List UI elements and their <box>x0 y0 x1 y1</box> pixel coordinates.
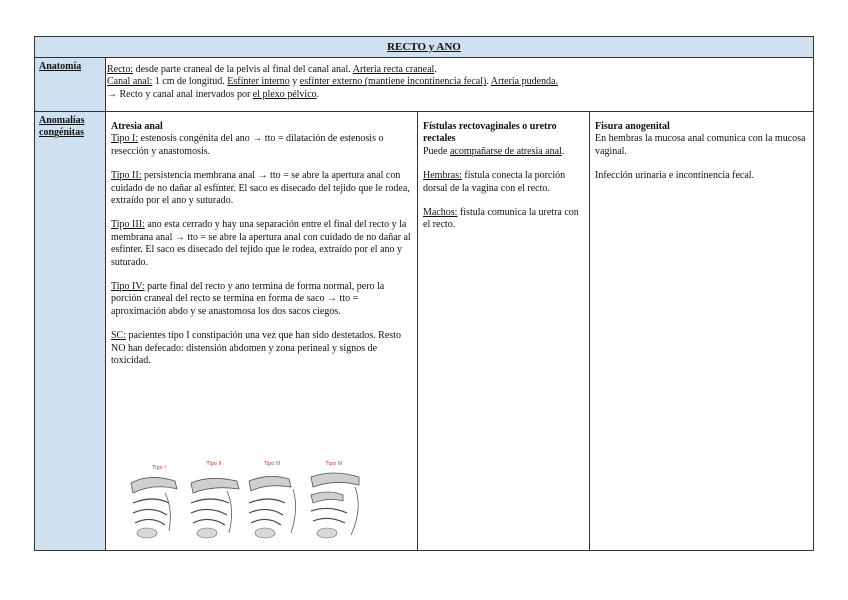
canal-anal-term: Canal anal: <box>107 76 153 88</box>
machos-label: Machos: <box>423 207 458 219</box>
fistulas-intro <box>423 146 585 158</box>
anatomia-content <box>107 64 811 110</box>
atresia-link-term: acompañarse de atresia anal <box>449 145 562 157</box>
tipo-1-text: estenosis congénita del ano → tto = dilatación de estenosis o resección y anastomosis. <box>111 133 384 157</box>
fig-label: Tipo II <box>206 461 222 467</box>
tipo-3-text: ano esta cerrado y hay una separación entre el final del recto y la membrana anal → tto = se abre la apertura anal con cuidado de no dañar al esfínter. El saco es disecado del tejido que le rodea, extraído por el ano y suturado. <box>111 219 411 268</box>
sc-text: pacientes tipo I constipación una vez que han sido destetados. Resto NO han defecado: distensión abdomen y zona perineal y signos de toxicidad. <box>111 330 401 367</box>
anatomia-label: Anatomía <box>39 61 82 72</box>
text: . <box>561 145 565 157</box>
tipo-4-text: parte final del recto y ano termina de forma normal, pero la porción craneal del recto se termina en forma de saco → tto = aproximación abdo y se anastomosa los dos sacos ciegos. <box>111 281 385 317</box>
text: . <box>486 76 491 88</box>
esfinter-externo-term: esfínter externo (mantiene incontinencia fecal) <box>299 76 487 88</box>
anatomia-line-2 <box>107 76 811 88</box>
fig-label: Tipo III <box>263 461 281 467</box>
anomalias-label: Anomalías congénitas <box>39 115 85 139</box>
arteria-recta-term: Arteria recta craneal <box>352 64 435 75</box>
fisura-text-2: Infección urinaria e incontinencia fecal. <box>595 170 755 182</box>
fisura-heading: Fisura anogenital <box>595 121 670 132</box>
tipo-1 <box>111 133 411 158</box>
esfinter-interno-term: Esfínter interno <box>227 76 290 88</box>
text: y <box>289 76 300 88</box>
tipo-1-label: Tipo I: <box>111 133 139 145</box>
tipo-2 <box>111 170 411 207</box>
anatomia-line-3 <box>107 89 811 101</box>
divider <box>35 111 813 112</box>
recto-ano-table <box>34 36 814 551</box>
hembras-label: Hembras: <box>423 170 462 182</box>
fisura-cell <box>595 121 811 221</box>
text: desde parte craneal de la pelvis al final del canal anal. <box>133 64 353 75</box>
hembras-text: fístula conecta la porción dorsal de la vagina con el recto. <box>423 170 566 194</box>
anatomia-line-1 <box>107 64 811 76</box>
plexo-pelvico-term: el plexo pélvico <box>252 88 317 100</box>
text: . <box>434 64 437 75</box>
fistulas-heading: Fístulas rectovaginales o uretro rectales <box>423 121 557 145</box>
fig-label: Tipo IV <box>325 461 343 467</box>
divider <box>105 57 106 550</box>
table-title: RECTO y ANO <box>387 41 461 53</box>
text: → Recto y canal anal inervados por <box>107 88 253 100</box>
hembras-paragraph <box>423 170 585 195</box>
fistulas-cell <box>423 121 585 321</box>
sc-label: SC: <box>111 330 127 342</box>
divider <box>35 57 813 58</box>
fig-tipo-1 <box>131 465 177 538</box>
tipo-4-label: Tipo IV: <box>111 281 145 293</box>
text: 1 cm de longitud. <box>152 76 228 88</box>
divider <box>589 111 590 550</box>
tipo-3 <box>111 219 411 269</box>
recto-term: Recto: <box>107 64 134 75</box>
sc-paragraph <box>111 330 411 367</box>
tipo-4 <box>111 281 411 318</box>
divider <box>417 111 418 550</box>
tipo-2-label: Tipo II: <box>111 170 142 182</box>
tipo-3-label: Tipo III: <box>111 219 145 231</box>
tipo-2-text: persistencia membrana anal → tto = se abre la apertura anal con cuidado de no dañar al esfínter. El saco es disecado del tejido que le rodea, extraído por el ano y suturado. <box>111 170 410 207</box>
atresia-heading: Atresia anal <box>111 121 163 132</box>
fig-tipo-4 <box>311 461 359 538</box>
fig-tipo-2 <box>191 461 239 538</box>
atresia-cell <box>111 121 411 421</box>
fig-tipo-3 <box>249 461 296 538</box>
text: . <box>316 88 320 100</box>
arteria-pudenda-term: Arteria pudenda. <box>490 76 558 88</box>
fisura-text-1: En hembras la mucosa anal comunica con la mucosa vaginal. <box>595 133 806 157</box>
machos-paragraph <box>423 207 585 232</box>
fig-label: Tipo I <box>152 465 166 471</box>
text: Puede <box>423 145 450 157</box>
table-title-cell <box>35 37 813 57</box>
atresia-types-illustration <box>129 459 365 543</box>
machos-text: fístula comunica la uretra con el recto. <box>423 207 579 231</box>
